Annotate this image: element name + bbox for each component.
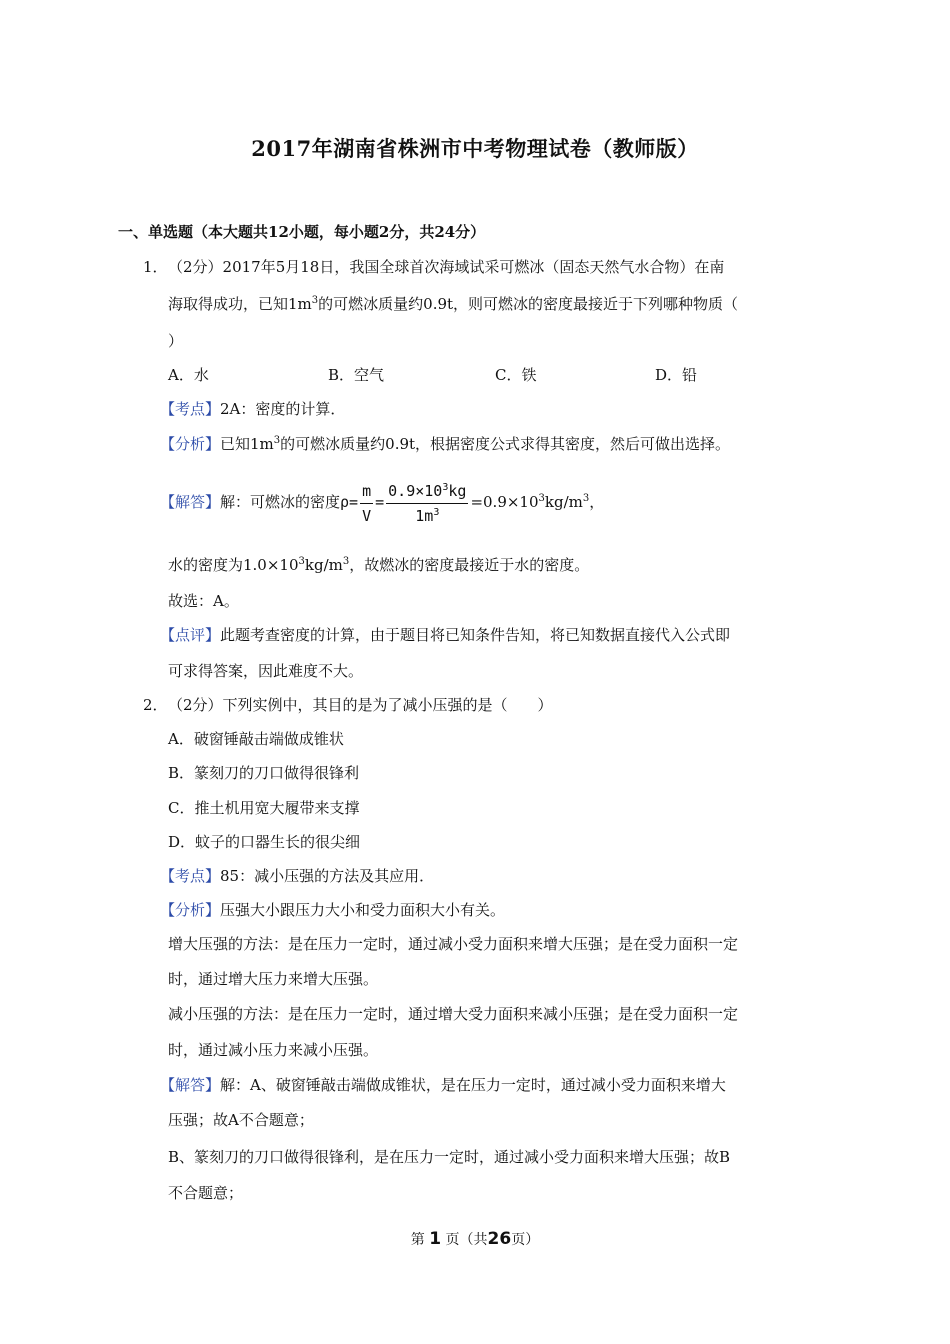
dianping-tag: 【点评】 — [160, 626, 221, 644]
q2-jieda-b-line2: 不合题意； — [168, 1184, 244, 1202]
q1-water-density: 水的密度为$1.0\times 10^3kg/m^3$，故燃冰的密度最接近于水的密度。 — [168, 556, 590, 574]
q2-option-d: D．蚊子的口器生长的很尖细 — [168, 833, 361, 851]
q2-jieda-b-line1: B、篆刻刀的刀口做得很锋利，是在压力一定时，通过减小受力面积来增大压强；故B — [168, 1148, 731, 1166]
q2-increase-line2: 时，通过增大压力来增大压强。 — [168, 970, 379, 988]
total-page-number: 26 — [487, 1229, 512, 1249]
current-page-number: 1 — [429, 1229, 442, 1249]
q1-option-a: A．水 — [168, 366, 209, 384]
q1-option-c: C．铁 — [495, 366, 537, 384]
q1-dianping: 【点评】此题考查密度的计算，由于题目将已知条件告知，将已知数据直接代入公式即 — [160, 626, 731, 644]
section-heading: 一、单选题（本大题共12小题，每小题2分，共24分） — [118, 223, 486, 241]
q2-jieda-a-line2: 压强；故A不合题意； — [168, 1111, 314, 1129]
jieda-tag: 【解答】 — [160, 493, 221, 511]
q1-dianping-line2: 可求得答案，因此难度不大。 — [168, 662, 364, 680]
q1-fenxi: 【分析】已知$1m^3$的可燃冰质量约0.9t，根据密度公式求得其密度，然后可做出选择。 — [160, 435, 731, 453]
q1-stem-line1: （2分）2017年5月18日，我国全球首次海域试采可燃冰（固态天然气水合物）在南 — [168, 258, 725, 276]
density-fraction-mv: $\frac{m}{V}$ — [362, 481, 372, 525]
density-fraction-values: $\frac{0.9\times 10^3kg}{1m^3}$ — [388, 481, 467, 525]
fenxi-tag: 【分析】 — [160, 435, 221, 453]
q2-increase-line1: 增大压强的方法：是在压力一定时，通过减小受力面积来增大压强；是在受力面积一定 — [168, 935, 739, 953]
q2-option-b: B．篆刻刀的刀口做得很锋利 — [168, 764, 360, 782]
q2-fenxi: 【分析】压强大小跟压力大小和受力面积大小有关。 — [160, 901, 506, 919]
q2-option-a: A．破窗锤敲击端做成锥状 — [168, 730, 344, 748]
q1-kaodian: 【考点】2A：密度的计算． — [160, 400, 346, 418]
document-title: 2017年湖南省株洲市中考物理试卷（教师版） — [251, 136, 699, 161]
q2-option-c: C．推土机用宽大履带来支撑 — [168, 799, 360, 817]
fenxi-tag: 【分析】 — [160, 901, 221, 919]
q1-options — [168, 364, 768, 386]
q2-kaodian: 【考点】85：减小压强的方法及其应用． — [160, 867, 435, 885]
q2-decrease-line2: 时，通过减小压力来减小压强。 — [168, 1041, 379, 1059]
q1-jieda: 【解答】解：可燃冰的密度ρ= $\frac{m}{V}$ = $\frac{0.9\times 10^3kg}{1m^3}$ $=0.9\times 10^3kg/m^3$， — [160, 481, 605, 525]
q2-jieda: 【解答】解：A、破窗锤敲击端做成锥状，是在压力一定时，通过减小受力面积来增大 — [160, 1076, 726, 1094]
q2-number: 2． — [143, 696, 168, 714]
q1-choice: 故选：A。 — [168, 592, 239, 610]
q1-stem-line3: ） — [168, 332, 184, 350]
q1-stem-line2: 海取得成功，已知$1m^3$的可燃冰质量约0.9t，则可燃冰的密度最接近于下列哪种物质（ — [168, 295, 739, 313]
kaodian-tag: 【考点】 — [160, 400, 221, 418]
jieda-tag: 【解答】 — [160, 1076, 221, 1094]
q2-decrease-line1: 减小压强的方法：是在压力一定时，通过增大受力面积来减小压强；是在受力面积一定 — [168, 1005, 739, 1023]
page-footer: 第 1 页（共26页） — [410, 1229, 540, 1249]
q1-number: 1． — [143, 258, 168, 276]
q1-option-d: D．铅 — [655, 366, 698, 384]
q1-option-b: B．空气 — [328, 366, 385, 384]
kaodian-tag: 【考点】 — [160, 867, 221, 885]
q2-stem: （2分）下列实例中，其目的是为了减小压强的是（ ） — [168, 696, 553, 714]
